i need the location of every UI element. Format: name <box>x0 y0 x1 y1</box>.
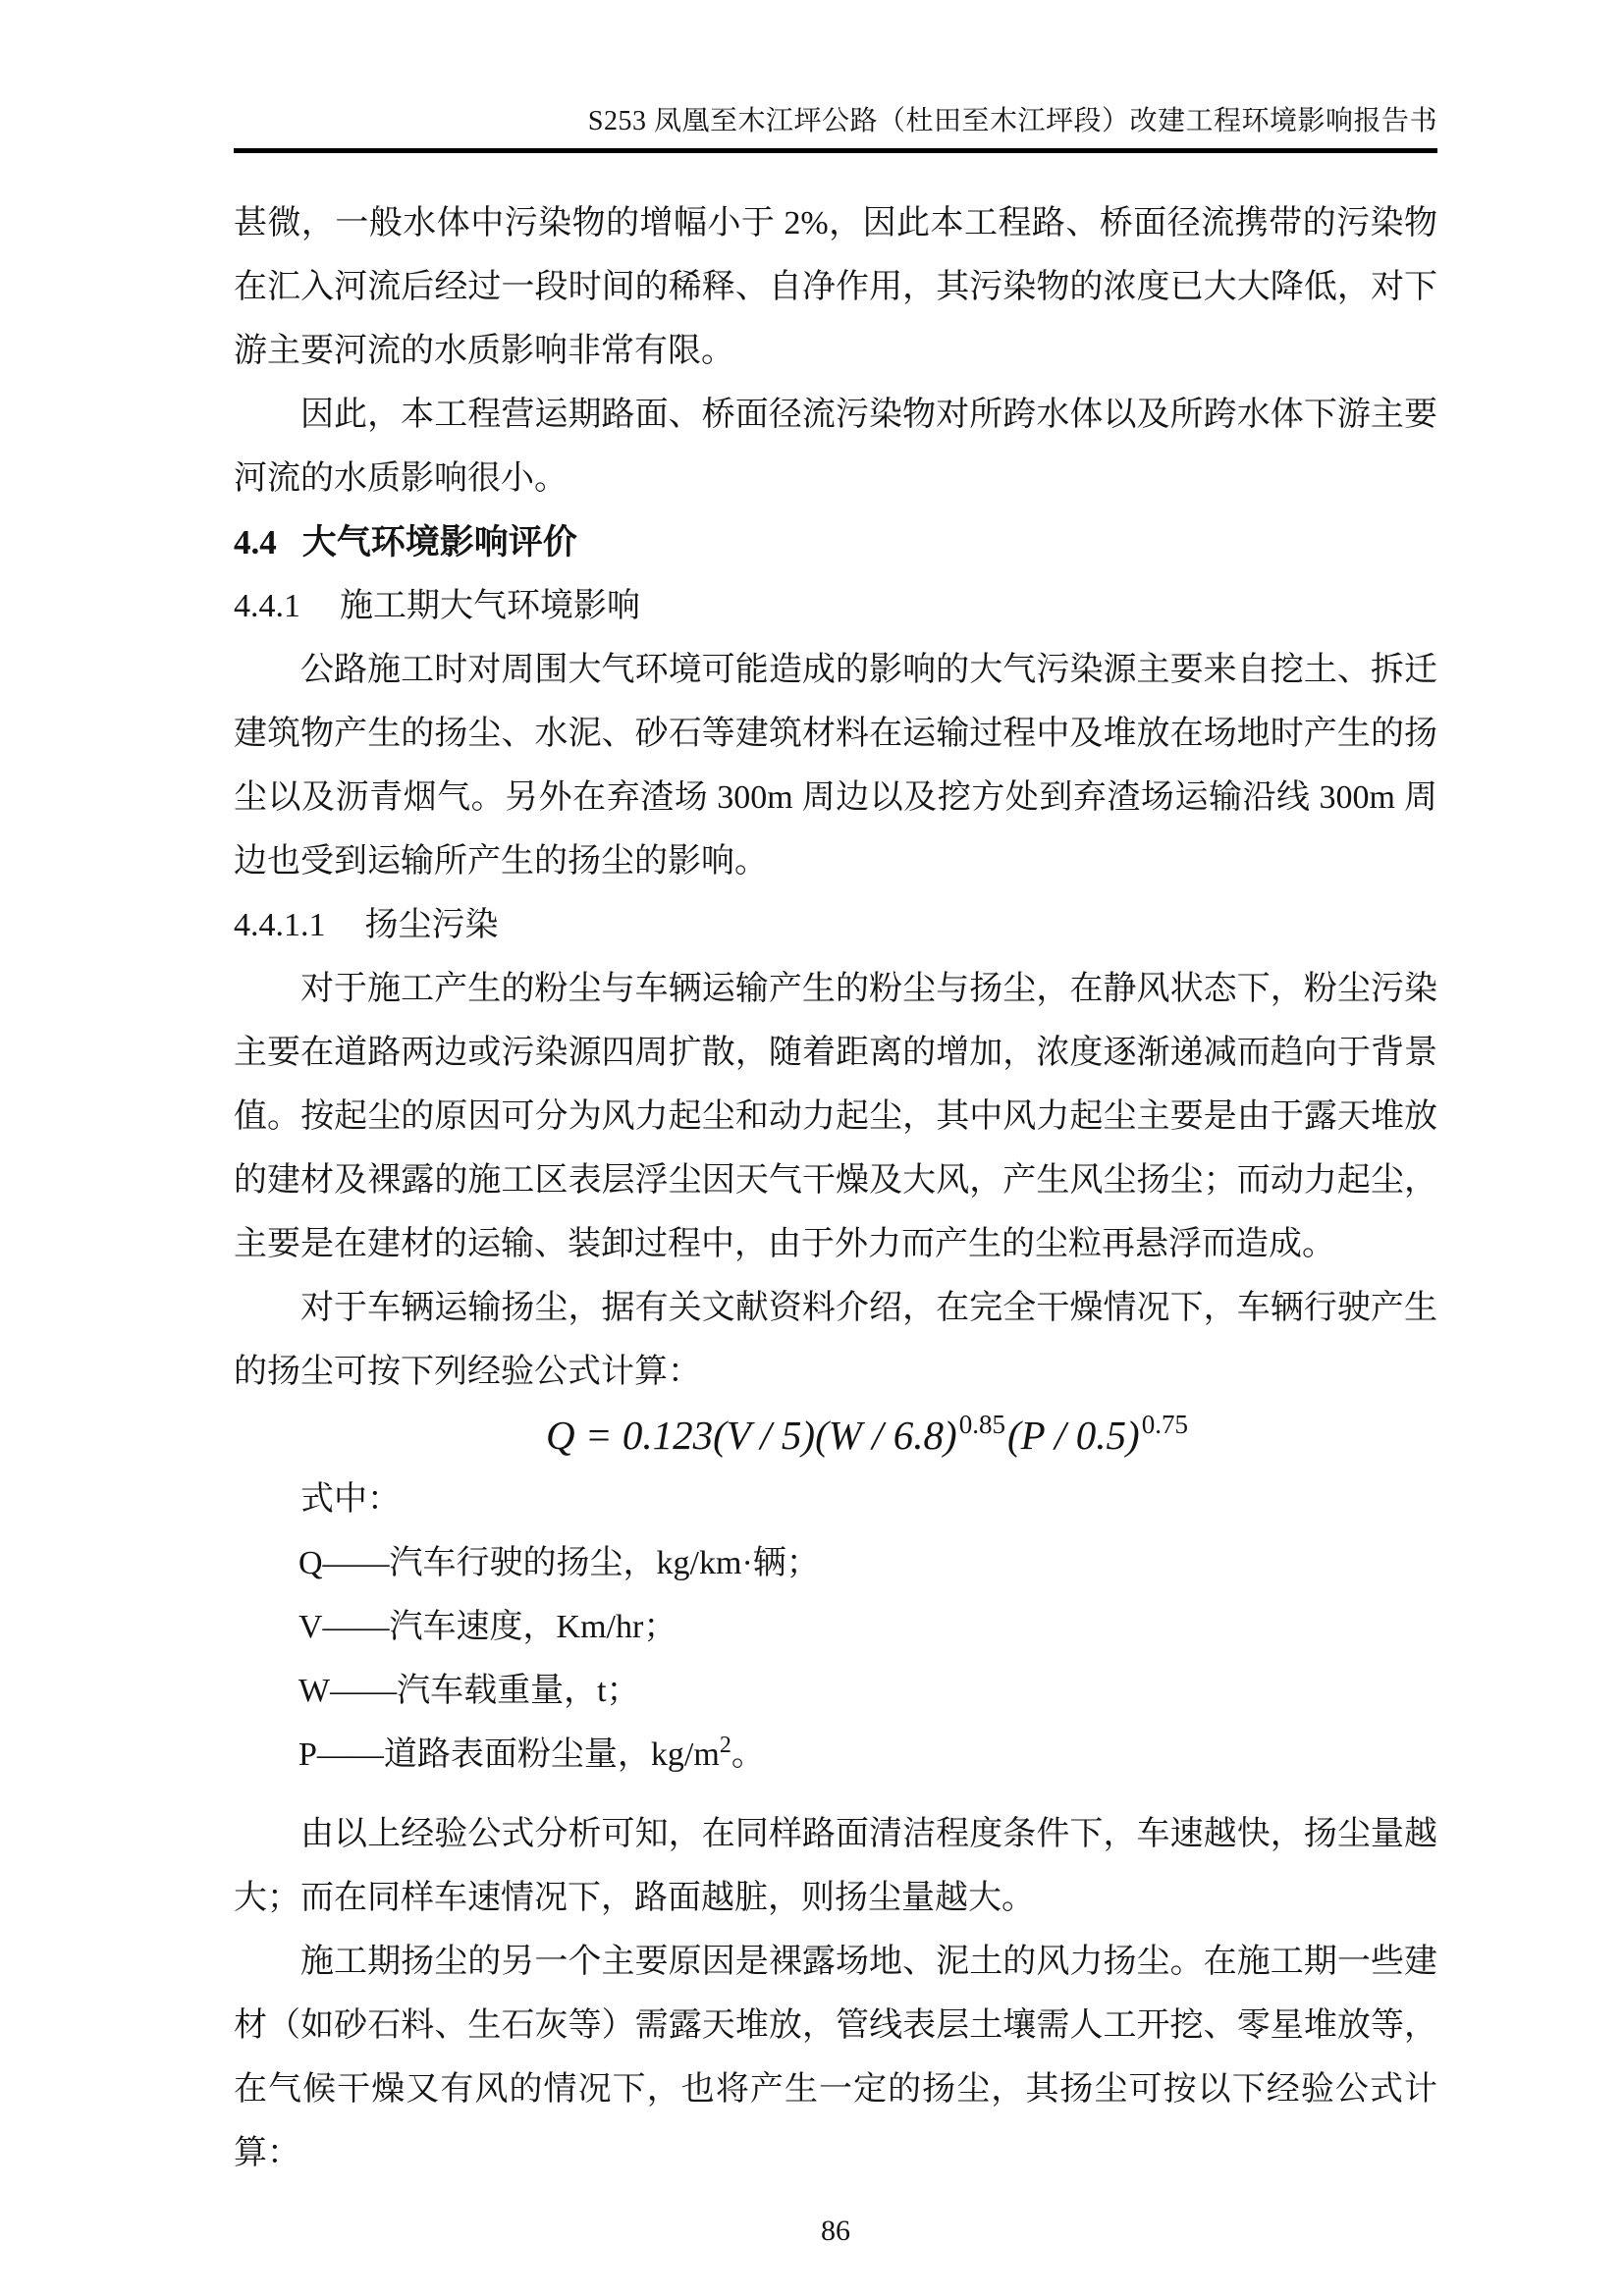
empirical-formula <box>266 1404 1470 1468</box>
paragraph-runoff-continuation: 甚微，一般水体中污染物的增幅小于 2%，因此本工程路、桥面径流携带的污染物在汇入河流后经过一段时间的稀释、自净作用，其污染物的浓度已大大降低，对下游主要河流的水质影响非常有限。 <box>234 205 1437 369</box>
formula-exponent-2: 0.75 <box>1141 1410 1188 1439</box>
page-number: 86 <box>821 2215 850 2247</box>
definition-text: Q——汽车行驶的扬尘，kg/km·辆； <box>298 1545 820 1581</box>
paragraph-runoff-conclusion: 因此，本工程营运期路面、桥面径流污染物对所跨水体以及所跨水体下游主要河流的水质影响很小。 <box>234 397 1437 497</box>
definition-text: P——道路表面粉尘量，kg/m <box>298 1736 720 1773</box>
header-rule <box>234 148 1437 153</box>
formula-where-label: 式中： <box>300 1481 401 1518</box>
section-heading-4-4-1 <box>234 574 1437 638</box>
definition-item-q <box>234 1531 1437 1595</box>
formula-rhs-part2: (P / 0.5) <box>1006 1413 1140 1458</box>
paragraph-vehicle-dust-intro: 对于车辆运输扬尘，据有关文献资料介绍，在完全干燥情况下，车辆行驶产生的扬尘可按下列经验公式计算： <box>234 1290 1437 1390</box>
paragraph-dust-diffusion: 对于施工产生的粉尘与车辆运输产生的粉尘与扬尘，在静风状态下，粉尘污染主要在道路两边或污染源四周扩散，随着距离的增加，浓度逐渐递减而趋向于背景值。按起尘的原因可分为风力起尘和动力起尘，其中风力起尘主要是由于露天堆放的建材及裸露的施工区表层浮尘因天气干燥及大风，产生风尘扬尘；而动力起尘，主要是在建材的运输、装卸过程中，由于外力而产生的尘粒再悬浮而造成。 <box>234 971 1437 1262</box>
heading-number: 4.4 <box>234 523 277 561</box>
definition-text: V——汽车速度，Km/hr； <box>298 1609 677 1645</box>
definition-item-v <box>234 1595 1437 1659</box>
heading-text: 扬尘污染 <box>364 907 499 943</box>
formula-exponent-1: 0.85 <box>958 1410 1005 1439</box>
heading-text: 大气环境影响评价 <box>301 523 577 561</box>
definition-item-p <box>234 1723 1437 1787</box>
paragraph-construction-sources: 公路施工时对周围大气环境可能造成的影响的大气污染源主要来自挖土、拆迁建筑物产生的扬尘、水泥、砂石等建筑材料在运输过程中及堆放在场地时产生的扬尘以及沥青烟气。另外在弃渣场 300m 周边以及挖方处到弃渣场运输沿线 300m 周边也受到运输所产生的扬尘的影响。 <box>234 652 1437 880</box>
formula-rhs-part1: 0.123(V / 5)(W / 6.8) <box>622 1413 957 1458</box>
page-footer <box>234 2213 1437 2250</box>
heading-number: 4.4.1.1 <box>234 907 326 943</box>
section-heading-4-4 <box>234 510 1437 574</box>
formula-lhs: Q <box>546 1413 575 1458</box>
section-heading-4-4-1-1 <box>234 893 1437 957</box>
heading-text: 施工期大气环境影响 <box>340 588 640 624</box>
definition-item-w <box>234 1659 1437 1723</box>
definition-text: W——汽车载重量，t； <box>298 1673 640 1709</box>
paragraph-formula-analysis: 由以上经验公式分析可知，在同样路面清洁程度条件下，车速越快，扬尘量越大；而在同样车速情况下，路面越脏，则扬尘量越大。 <box>234 1816 1437 1916</box>
heading-number: 4.4.1 <box>234 588 300 624</box>
header-title: S253 凤凰至木江坪公路（杜田至木江坪段）改建工程环境影响报告书 <box>587 106 1437 136</box>
document-body <box>234 191 1437 2250</box>
definition-tail: 。 <box>731 1736 765 1773</box>
definition-superscript: 2 <box>719 1733 731 1758</box>
formula-equals: = <box>574 1413 623 1458</box>
page-header <box>234 0 1437 139</box>
paragraph-bare-ground-dust: 施工期扬尘的另一个主要原因是裸露场地、泥土的风力扬尘。在施工期一些建材（如砂石料、生石灰等）需露天堆放，管线表层土壤需人工开挖、零星堆放等，在气候干燥又有风的情况下，也将产生一定的扬尘，其扬尘可按以下经验公式计算： <box>234 1944 1437 2171</box>
